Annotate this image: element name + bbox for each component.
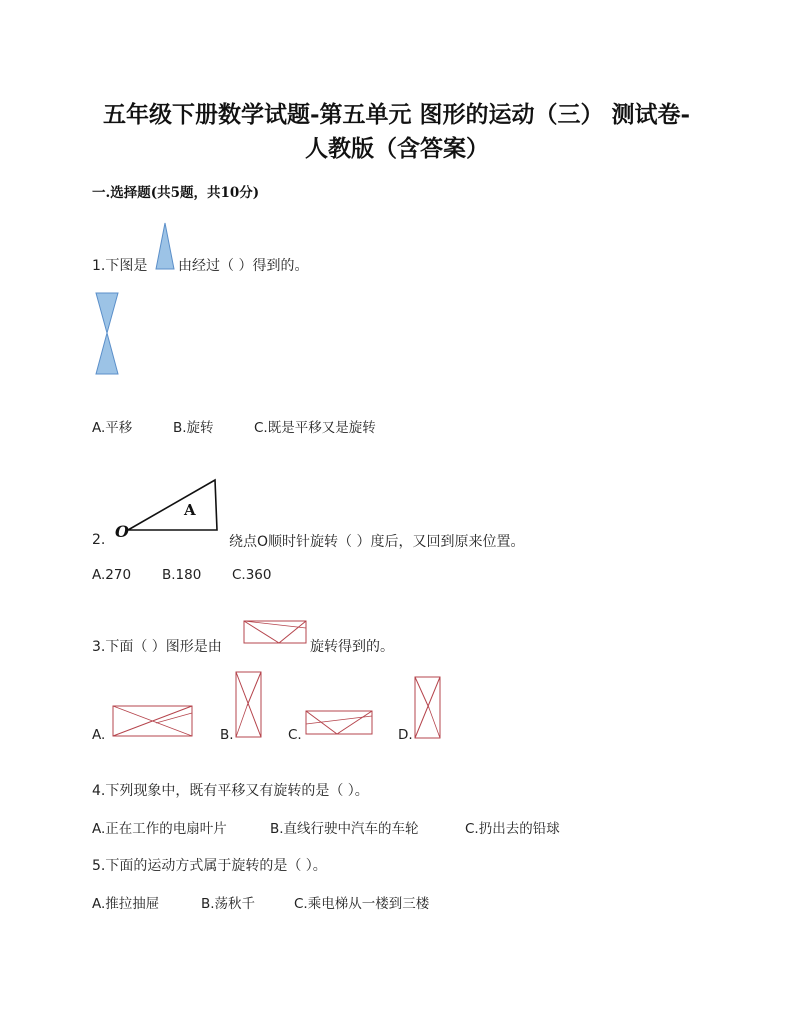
q1-hourglass-figure xyxy=(95,292,121,376)
question-1-prefix: 1.下图是 xyxy=(92,258,148,274)
question-5-text: 5.下面的运动方式属于旋转的是（ ）。 xyxy=(92,858,327,874)
question-2-text: 绕点O顺时针旋转（ ）度后，又回到原来位置。 xyxy=(229,534,525,550)
q5-option-a[interactable]: A.推拉抽屉 xyxy=(92,896,160,912)
q1-option-c[interactable]: C.既是平移又是旋转 xyxy=(254,420,376,436)
q3-option-c-label[interactable]: C. xyxy=(288,727,302,743)
question-3-prefix: 3.下面（ ）图形是由 xyxy=(92,639,222,655)
q3-option-d-figure[interactable] xyxy=(414,676,442,740)
q2-point-label: O xyxy=(115,522,129,541)
q2-shape-label: A xyxy=(184,501,196,519)
page-title-line2: 人教版（含答案） xyxy=(305,135,489,162)
section-heading: 一.选择题(共5题，共10分) xyxy=(92,185,260,201)
q5-option-c[interactable]: C.乘电梯从一楼到三楼 xyxy=(294,896,430,912)
q1-option-a[interactable]: A.平移 xyxy=(92,420,133,436)
q3-reference-rectangle xyxy=(243,620,309,646)
question-3-suffix: 旋转得到的。 xyxy=(310,639,394,655)
q4-option-c[interactable]: C.扔出去的铅球 xyxy=(465,821,560,837)
q3-option-a-figure[interactable] xyxy=(112,705,194,739)
q3-option-a-label[interactable]: A. xyxy=(92,727,106,743)
q5-option-b[interactable]: B.荡秋千 xyxy=(201,896,256,912)
question-2-number: 2. xyxy=(92,532,106,548)
q2-triangle-figure xyxy=(113,474,225,546)
page-title-line1: 五年级下册数学试题-第五单元 图形的运动（三） 测试卷- xyxy=(103,101,691,128)
q2-option-b[interactable]: B.180 xyxy=(162,567,202,583)
q1-option-b[interactable]: B.旋转 xyxy=(173,420,214,436)
q3-option-c-figure[interactable] xyxy=(305,710,375,738)
q3-option-b-label[interactable]: B. xyxy=(220,727,234,743)
q3-option-d-label[interactable]: D. xyxy=(398,727,413,743)
q4-option-b[interactable]: B.直线行驶中汽车的车轮 xyxy=(270,821,419,837)
q4-option-a[interactable]: A.正在工作的电扇叶片 xyxy=(92,821,227,837)
question-4-text: 4.下列现象中，既有平移又有旋转的是（ ）。 xyxy=(92,783,369,799)
question-1-suffix: 由经过（ ）得到的。 xyxy=(178,258,309,274)
q2-option-c[interactable]: C.360 xyxy=(232,567,272,583)
q1-triangle-icon xyxy=(155,222,175,270)
q3-option-b-figure[interactable] xyxy=(235,671,263,739)
q2-option-a[interactable]: A.270 xyxy=(92,567,132,583)
